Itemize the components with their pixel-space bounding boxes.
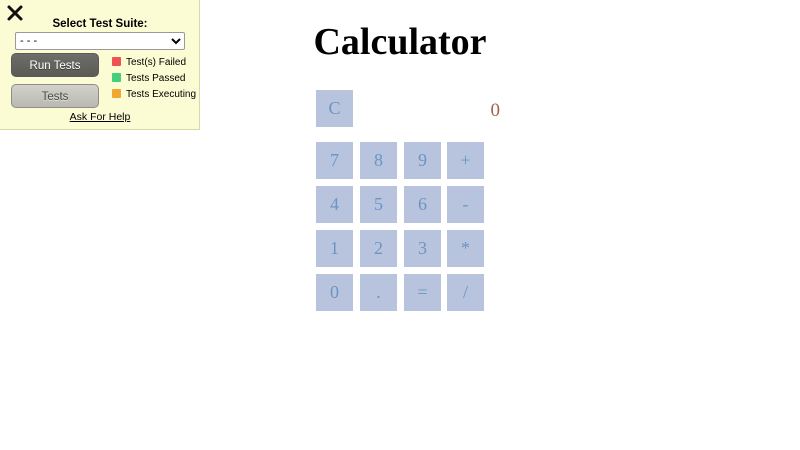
- key-3[interactable]: 3: [404, 230, 441, 267]
- key-8[interactable]: 8: [360, 142, 397, 179]
- page-title: Calculator: [313, 21, 487, 63]
- key-minus[interactable]: -: [447, 186, 484, 223]
- tests-button[interactable]: Tests: [11, 84, 99, 108]
- key-equals[interactable]: =: [404, 274, 441, 311]
- calculator-display: 0: [490, 100, 500, 121]
- key-2[interactable]: 2: [360, 230, 397, 267]
- legend-swatch-failed: [112, 57, 121, 66]
- key-divide[interactable]: /: [447, 274, 484, 311]
- key-decimal[interactable]: .: [360, 274, 397, 311]
- legend-item-executing: [112, 89, 196, 101]
- legend-item-failed: [112, 57, 186, 69]
- key-6[interactable]: 6: [404, 186, 441, 223]
- key-plus[interactable]: +: [447, 142, 484, 179]
- run-tests-button[interactable]: Run Tests: [11, 53, 99, 77]
- legend-label-passed: Tests Passed: [126, 73, 186, 84]
- key-4[interactable]: 4: [316, 186, 353, 223]
- key-0[interactable]: 0: [316, 274, 353, 311]
- key-9[interactable]: 9: [404, 142, 441, 179]
- key-7[interactable]: 7: [316, 142, 353, 179]
- key-5[interactable]: 5: [360, 186, 397, 223]
- ask-for-help-link[interactable]: Ask For Help: [69, 111, 131, 123]
- legend-item-passed: [112, 73, 185, 85]
- legend-label-failed: Test(s) Failed: [126, 57, 187, 68]
- key-1[interactable]: 1: [316, 230, 353, 267]
- legend-swatch-executing: [112, 89, 121, 98]
- clear-button[interactable]: C: [316, 90, 353, 127]
- test-suite-select[interactable]: [15, 32, 185, 50]
- select-test-suite-label: Select Test Suite:: [52, 18, 148, 30]
- legend-swatch-passed: [112, 73, 121, 82]
- key-multiply[interactable]: *: [447, 230, 484, 267]
- legend-label-executing: Tests Executing: [126, 89, 197, 100]
- test-panel: [0, 0, 200, 130]
